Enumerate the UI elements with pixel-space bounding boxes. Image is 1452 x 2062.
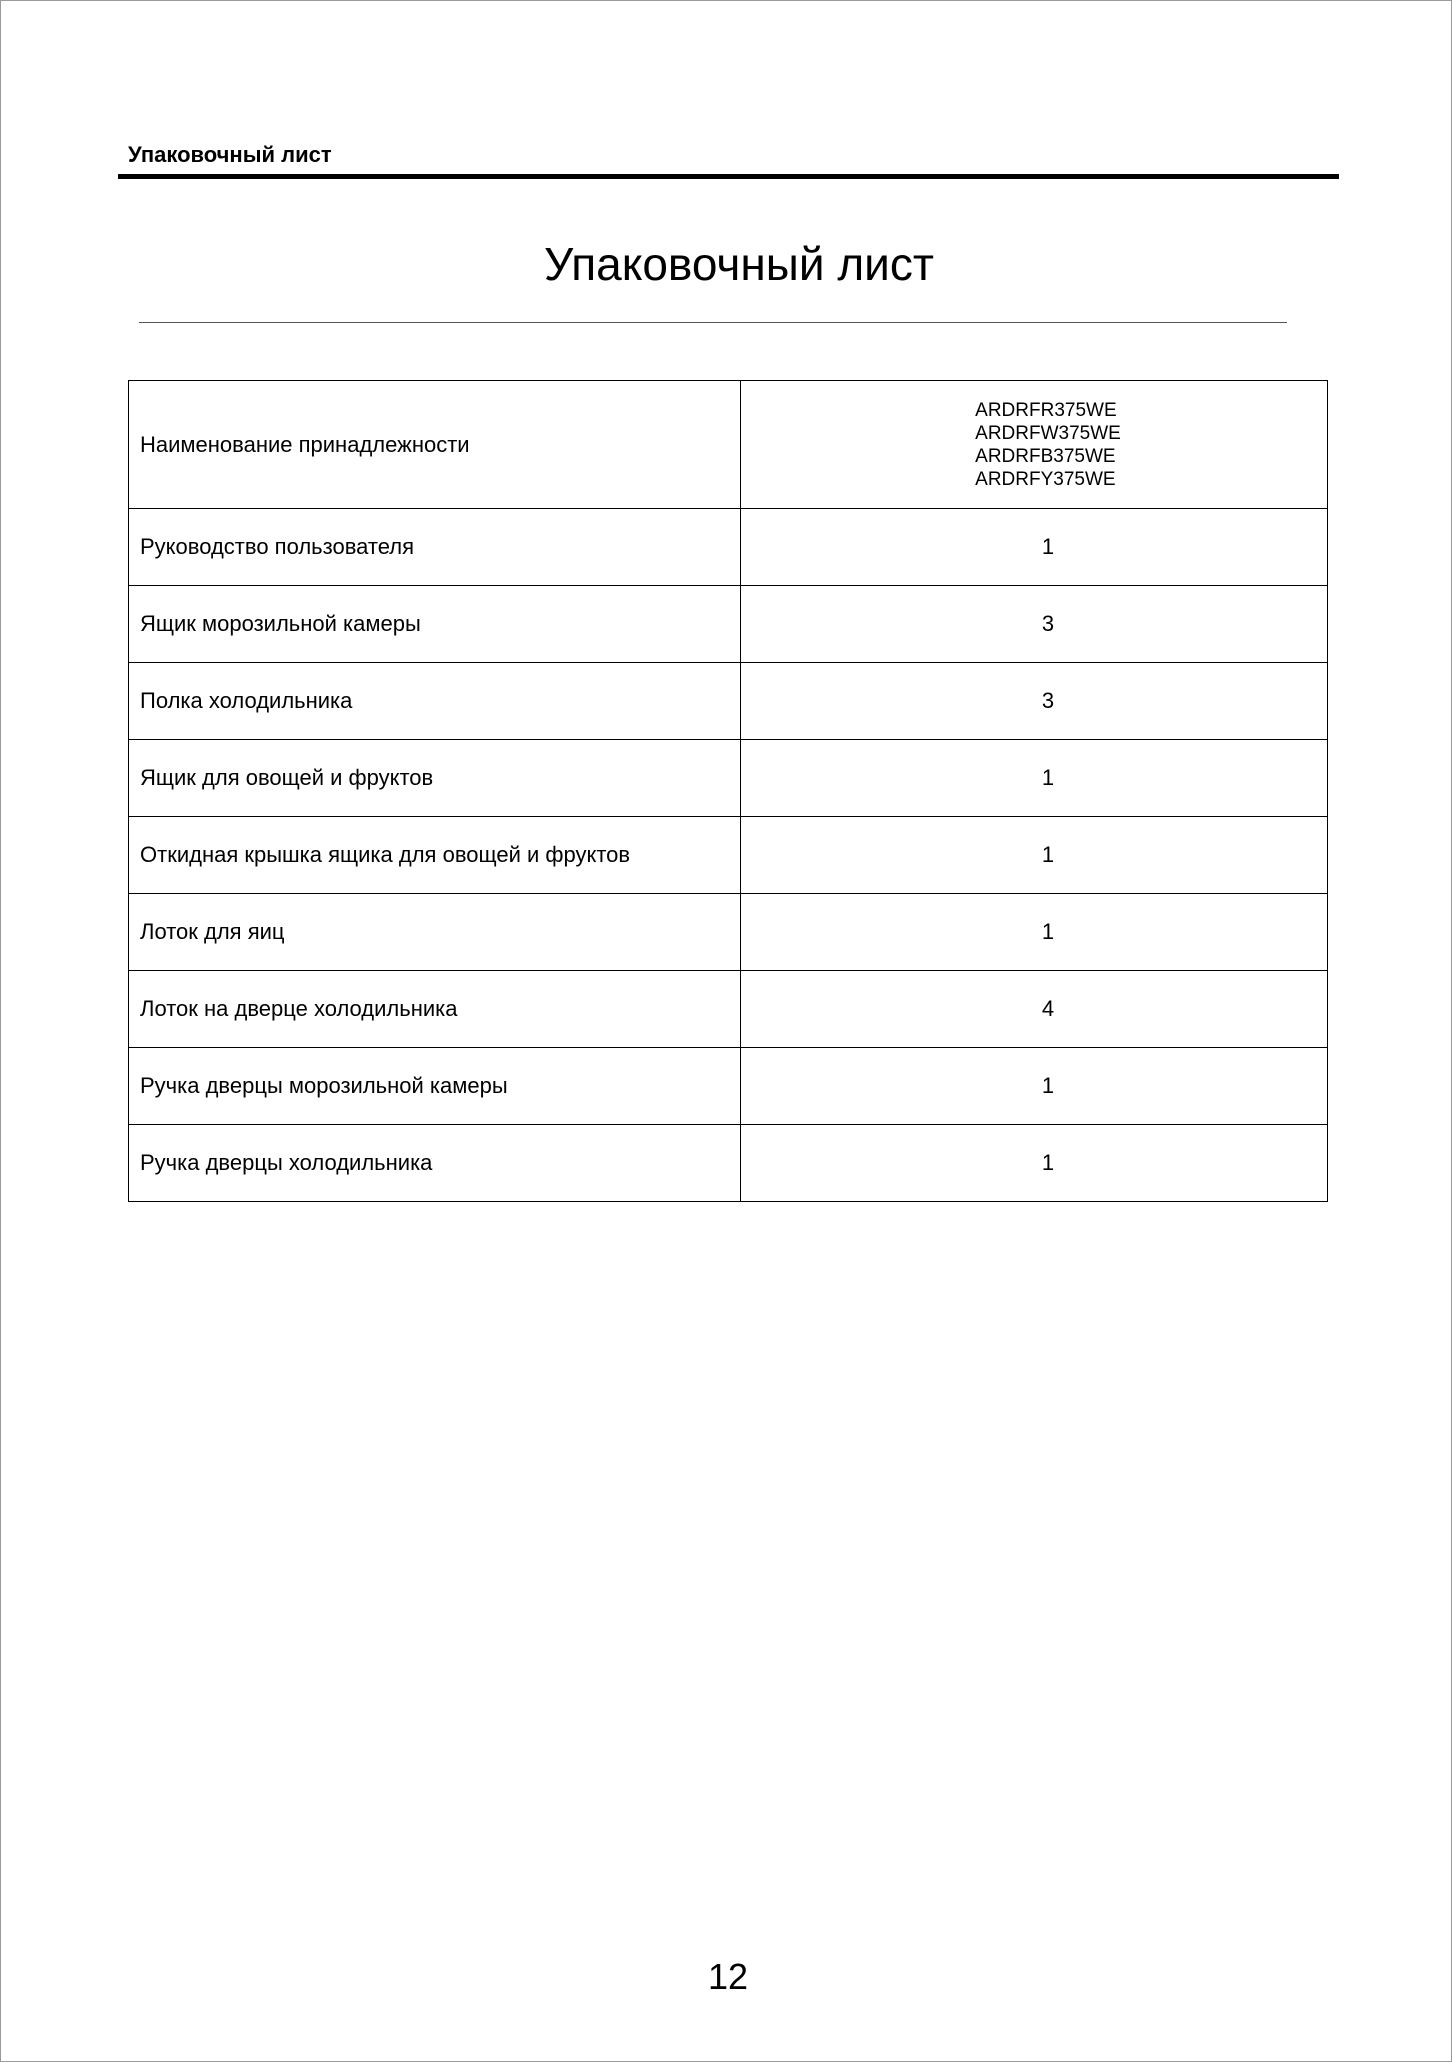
accessory-name: Лоток для яиц <box>129 894 741 971</box>
accessory-quantity: 1 <box>741 509 1328 586</box>
accessory-quantity: 1 <box>741 740 1328 817</box>
accessory-name: Ручка дверцы морозильной камеры <box>129 1048 741 1125</box>
accessory-name: Ручка дверцы холодильника <box>129 1125 741 1202</box>
model-number: ARDRFY375WE <box>975 468 1116 490</box>
table-row <box>129 663 1328 740</box>
accessory-name: Руководство пользователя <box>129 509 741 586</box>
accessory-name-header: Наименование принадлежности <box>129 381 741 509</box>
table-row <box>129 586 1328 663</box>
accessory-quantity: 1 <box>741 1048 1328 1125</box>
model-numbers-header <box>741 381 1328 509</box>
table-row <box>129 1048 1328 1125</box>
accessory-name: Ящик для овощей и фруктов <box>129 740 741 817</box>
table-row <box>129 1125 1328 1202</box>
accessory-name: Полка холодильника <box>129 663 741 740</box>
packing-list-table <box>128 380 1328 1202</box>
model-list <box>975 399 1121 491</box>
table-row <box>129 740 1328 817</box>
accessory-name: Лоток на дверце холодильника <box>129 971 741 1048</box>
table-row <box>129 894 1328 971</box>
table-row <box>129 971 1328 1048</box>
accessory-name: Откидная крышка ящика для овощей и фруктов <box>129 817 741 894</box>
model-number: ARDRFB375WE <box>975 445 1116 467</box>
header-rule <box>118 174 1339 179</box>
table-header-row <box>129 381 1328 509</box>
running-header: Упаковочный лист <box>128 142 332 167</box>
page-title: Упаковочный лист <box>544 238 934 290</box>
model-number: ARDRFW375WE <box>975 422 1121 444</box>
accessory-quantity: 1 <box>741 817 1328 894</box>
accessory-quantity: 4 <box>741 971 1328 1048</box>
accessory-quantity: 3 <box>741 586 1328 663</box>
accessory-quantity: 3 <box>741 663 1328 740</box>
page-number: 12 <box>707 1956 749 1997</box>
accessory-name: Ящик морозильной камеры <box>129 586 741 663</box>
title-rule <box>139 322 1287 323</box>
table-row <box>129 509 1328 586</box>
table-row <box>129 817 1328 894</box>
accessory-quantity: 1 <box>741 1125 1328 1202</box>
accessory-quantity: 1 <box>741 894 1328 971</box>
model-number: ARDRFR375WE <box>975 399 1117 421</box>
